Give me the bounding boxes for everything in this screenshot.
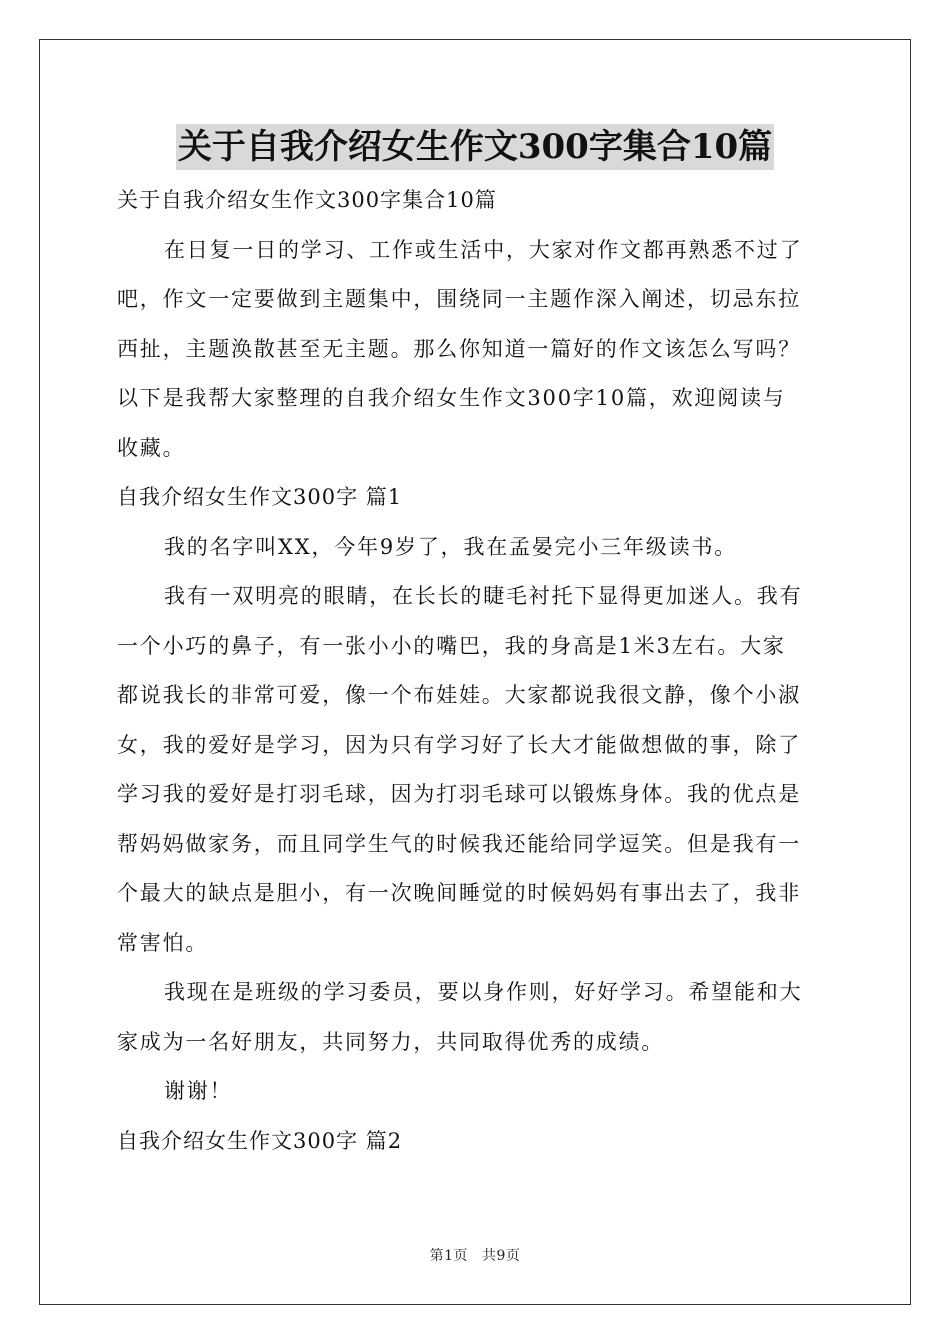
section1-paragraph-2 [117, 572, 833, 968]
paragraph-line: 我有一双明亮的眼睛，在长长的睫毛衬托下显得更加迷人。我有 [164, 584, 803, 608]
page-number-total: 共9页 [482, 1248, 521, 1264]
paragraph-line: 学习我的爱好是打羽毛球，因为打羽毛球可以锻炼身体。我的优点是 [117, 782, 801, 806]
document-subtitle: 关于自我介绍女生作文300字集合10篇 [117, 188, 497, 212]
paragraph-line: 帮妈妈做家务，而且同学生气的时候我还能给同学逗笑。但是我有一 [117, 831, 801, 856]
page-number-current: 第1页 [429, 1248, 468, 1264]
document-title: 关于自我介绍女生作文300字集合10篇 [176, 124, 774, 170]
section1-paragraph-3 [117, 968, 833, 1067]
paragraph-line: 吧，作文一定要做到主题集中，围绕同一主题作深入阐述，切忌东拉 [117, 287, 801, 311]
intro-paragraph [117, 226, 833, 474]
paragraph-line: 在日复一日的学习、工作或生活中，大家对作文都再熟悉不过了 [164, 237, 803, 262]
section-heading-2: 自我介绍女生作文300字 篇2 [117, 1128, 403, 1153]
section1-paragraph-1: 我的名字叫XX，今年9岁了，我在孟晏完小三年级读书。 [164, 534, 738, 559]
paragraph-line: 西扯，主题涣散甚至无主题。那么你知道一篇好的作文该怎么写吗？ [117, 336, 801, 361]
title-container [0, 124, 950, 170]
paragraph-line: 一个小巧的鼻子，有一张小小的嘴巴，我的身高是1米3左右。大家 [117, 633, 786, 658]
document-body [117, 176, 833, 1166]
paragraph-line: 家成为一名好朋友，共同努力，共同取得优秀的成绩。 [117, 1029, 665, 1054]
paragraph-line: 常害怕。 [117, 930, 209, 955]
paragraph-line: 我现在是班级的学习委员，要以身作则，好好学习。希望能和大 [164, 980, 803, 1004]
paragraph-line: 以下是我帮大家整理的自我介绍女生作文300字10篇，欢迎阅读与 [117, 386, 786, 410]
paragraph-line: 个最大的缺点是胆小，有一次晚间睡觉的时候妈妈有事出去了，我非 [117, 881, 801, 905]
section-heading-1: 自我介绍女生作文300字 篇1 [117, 485, 403, 509]
paragraph-line: 都说我长的非常可爱，像一个布娃娃。大家都说我很文静，像个小淑 [117, 683, 801, 707]
page-footer [0, 1246, 950, 1266]
section1-paragraph-4: 谢谢！ [164, 1079, 233, 1103]
paragraph-line: 收藏。 [117, 435, 186, 460]
paragraph-line: 女，我的爱好是学习，因为只有学习好了长大才能做想做的事，除了 [117, 732, 801, 757]
